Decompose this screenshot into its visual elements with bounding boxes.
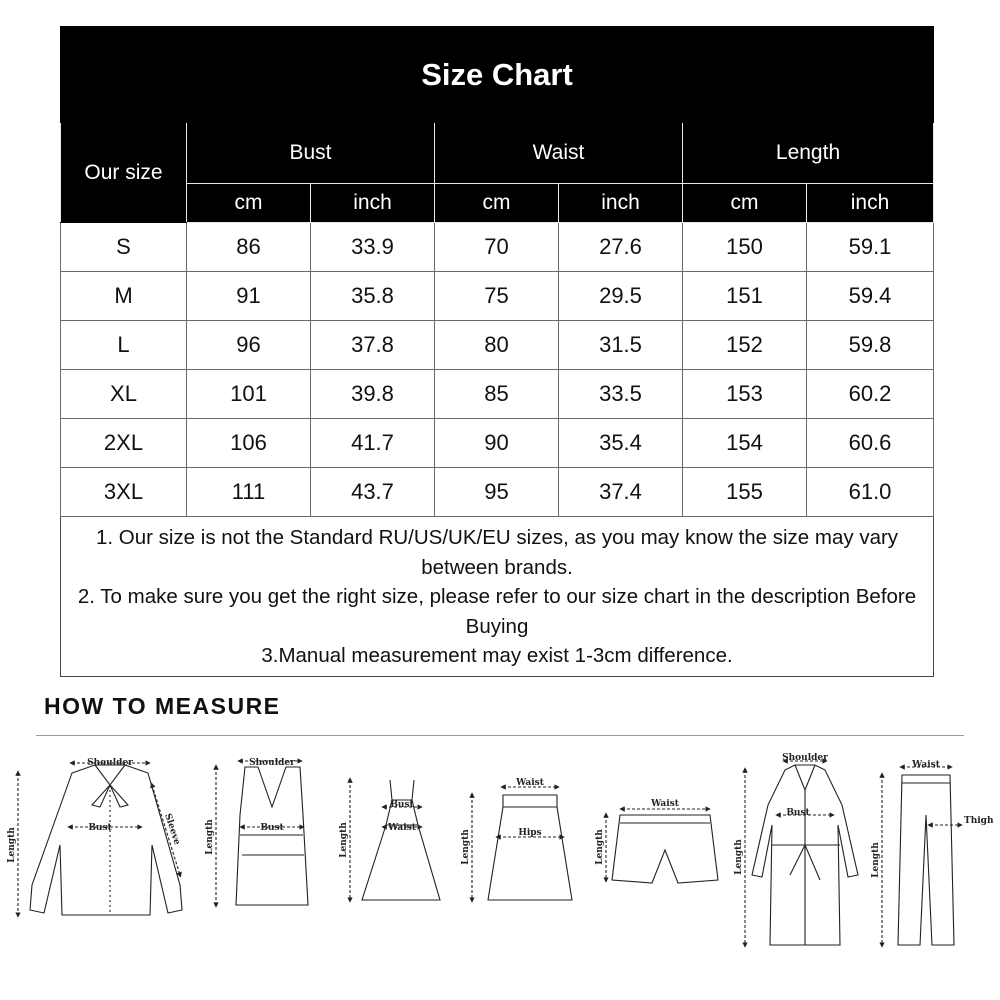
value-cell: 95	[435, 468, 559, 517]
note-3: 3.Manual measurement may exist 1-3cm difference.	[261, 644, 733, 667]
note-2: 2. To make sure you get the right size, please refer to our size chart in the description Before Buying	[77, 585, 917, 638]
value-cell: 27.6	[559, 223, 683, 272]
value-cell: 70	[435, 223, 559, 272]
coat-shoulder-label: Shoulder	[782, 753, 828, 763]
size-cell: L	[61, 321, 187, 370]
value-cell: 90	[435, 419, 559, 468]
unit-header: inch	[807, 184, 934, 223]
blouse-sleeve-label: Sleeve	[162, 812, 182, 847]
skirt-waist-label: Waist	[516, 778, 544, 788]
value-cell: 85	[435, 370, 559, 419]
blouse-shoulder-label: Shoulder	[87, 758, 133, 768]
notes-cell	[61, 517, 934, 677]
value-cell: 151	[683, 272, 807, 321]
table-row	[61, 419, 934, 468]
coat-length-label: Length	[734, 839, 744, 875]
value-cell: 96	[187, 321, 311, 370]
value-cell: 60.6	[807, 419, 934, 468]
value-cell: 41.7	[311, 419, 435, 468]
value-cell: 35.4	[559, 419, 683, 468]
size-cell: XL	[61, 370, 187, 419]
value-cell: 39.8	[311, 370, 435, 419]
tank-top-figure	[216, 761, 308, 905]
value-cell: 150	[683, 223, 807, 272]
value-cell: 29.5	[559, 272, 683, 321]
value-cell: 59.4	[807, 272, 934, 321]
value-cell: 80	[435, 321, 559, 370]
table-row	[61, 272, 934, 321]
value-cell: 35.8	[311, 272, 435, 321]
shorts-figure	[606, 809, 718, 883]
table-row	[61, 223, 934, 272]
size-chart-table	[60, 26, 934, 677]
unit-header: inch	[311, 184, 435, 223]
table-row	[61, 468, 934, 517]
value-cell: 91	[187, 272, 311, 321]
value-cell: 31.5	[559, 321, 683, 370]
unit-header: cm	[435, 184, 559, 223]
how-to-measure-heading: HOW TO MEASURE	[44, 693, 281, 719]
waist-header: Waist	[435, 123, 683, 184]
size-cell: 2XL	[61, 419, 187, 468]
tank-bust-label: Bust	[260, 823, 284, 833]
blouse-figure	[18, 763, 182, 915]
our-size-header: Our size	[61, 123, 187, 223]
value-cell: 155	[683, 468, 807, 517]
dress-length-label: Length	[339, 822, 349, 858]
value-cell: 153	[683, 370, 807, 419]
dress-bust-label: Bust	[390, 800, 414, 810]
value-cell: 106	[187, 419, 311, 468]
length-header: Length	[683, 123, 934, 184]
note-1: 1. Our size is not the Standard RU/US/UK/EU sizes, as you may know the size may vary between brands.	[95, 526, 899, 579]
unit-header: cm	[187, 184, 311, 223]
blouse-bust-label: Bust	[88, 823, 112, 833]
table-row	[61, 370, 934, 419]
size-cell: 3XL	[61, 468, 187, 517]
table-row	[61, 321, 934, 370]
skirt-length-label: Length	[461, 829, 471, 865]
value-cell: 33.9	[311, 223, 435, 272]
shorts-length-label: Length	[595, 829, 605, 865]
value-cell: 111	[187, 468, 311, 517]
value-cell: 101	[187, 370, 311, 419]
unit-header: cm	[683, 184, 807, 223]
pants-length-label: Length	[871, 842, 881, 878]
blouse-length-label: Length	[7, 827, 17, 863]
pants-figure	[882, 767, 960, 945]
value-cell: 37.8	[311, 321, 435, 370]
dress-figure	[350, 780, 440, 900]
shorts-waist-label: Waist	[651, 799, 679, 809]
value-cell: 86	[187, 223, 311, 272]
value-cell: 59.1	[807, 223, 934, 272]
chart-title: Size Chart	[61, 27, 934, 123]
tank-length-label: Length	[205, 819, 215, 855]
skirt-figure	[472, 787, 572, 900]
size-cell: S	[61, 223, 187, 272]
divider	[36, 735, 964, 736]
coat-bust-label: Bust	[786, 808, 810, 818]
pants-thigh-label: Thigh	[964, 816, 994, 826]
bust-header: Bust	[187, 123, 435, 184]
value-cell: 60.2	[807, 370, 934, 419]
value-cell: 75	[435, 272, 559, 321]
value-cell: 59.8	[807, 321, 934, 370]
value-cell: 152	[683, 321, 807, 370]
unit-header: inch	[559, 184, 683, 223]
value-cell: 43.7	[311, 468, 435, 517]
tank-shoulder-label: Shoulder	[249, 758, 295, 768]
coat-figure	[745, 761, 858, 945]
value-cell: 33.5	[559, 370, 683, 419]
value-cell: 61.0	[807, 468, 934, 517]
measurement-illustrations	[0, 745, 1000, 995]
value-cell: 37.4	[559, 468, 683, 517]
skirt-hips-label: Hips	[518, 828, 542, 838]
pants-waist-label: Waist	[912, 760, 940, 770]
dress-waist-label: Waist	[388, 823, 416, 833]
value-cell: 154	[683, 419, 807, 468]
size-cell: M	[61, 272, 187, 321]
